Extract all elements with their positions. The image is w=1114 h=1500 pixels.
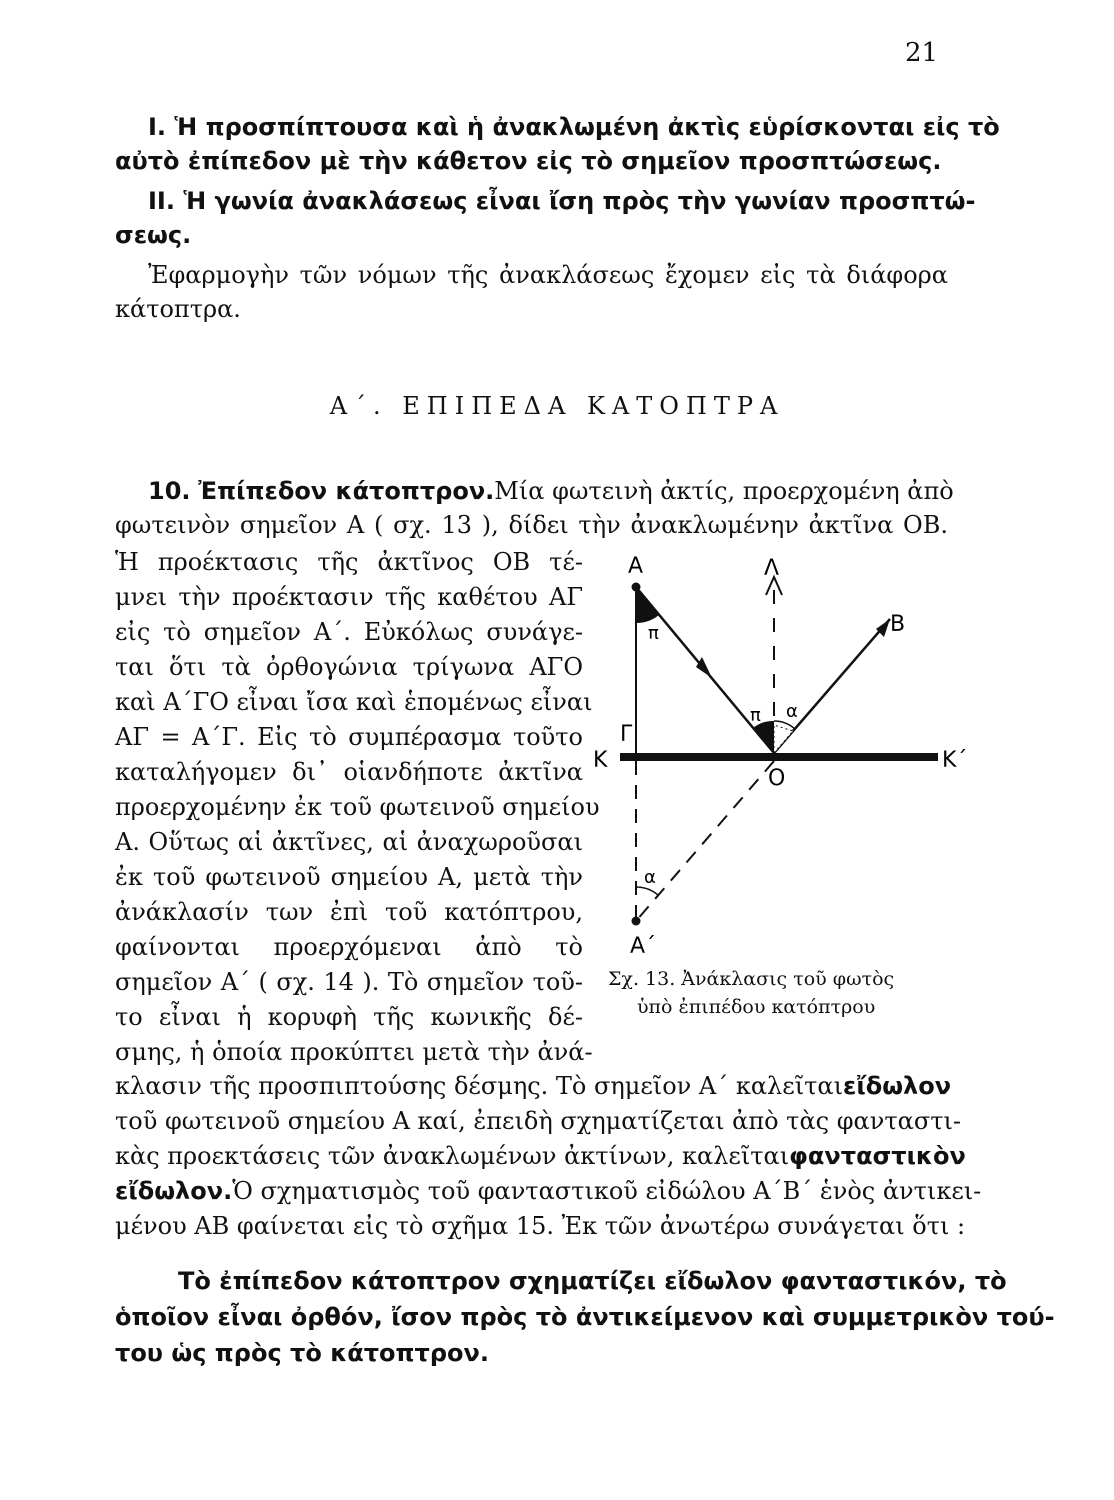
label-K-prime: Κ΄	[942, 748, 968, 773]
angle-alpha-A2-arc	[636, 887, 658, 895]
fantastik-line-text: κὰς προεκτάσεις τῶν ἀνακλωμένων ἀκτίνων, καλεῖται	[115, 1142, 790, 1170]
narrow-line: μνει τὴν προέκτασιν τῆς καθέτου ΑΓ	[115, 583, 583, 611]
narrow-line: Ἡ προέκτασις τῆς ἀκτῖνος ΟΒ τέ-	[115, 548, 583, 576]
para10-number: 10.	[148, 477, 191, 505]
para10-line-fantastik-2	[115, 1139, 966, 1173]
para10-line-2: φωτεινὸν σημεῖον Α ( σχ. 13 ), δίδει τὴν ἀνακλωμένην ἀκτῖνα ΟΒ.	[115, 511, 948, 539]
law-2-line-1: II. Ἡ γωνία ἀνακλάσεως εἶναι ἴση πρὸς τὴν γωνίαν προσπτώ-	[148, 187, 976, 215]
label-A-prime: Α΄	[630, 934, 657, 959]
label-K: Κ	[593, 748, 608, 773]
conclusion-line-3: του ὡς πρὸς τὸ κάτοπτρον.	[115, 1339, 489, 1367]
term-fantastikon: φανταστικὸν	[789, 1142, 966, 1170]
para10-title: Ἐπίπεδον κάτοπτρον.	[198, 477, 495, 505]
conclusion-line-1: Τὸ ἐπίπεδον κάτοπτρον σχηματίζει εἴδωλον φανταστικόν, τὸ	[178, 1267, 1007, 1295]
last-line-1-rest: Ὁ σχηματισμὸς τοῦ φανταστικοῦ εἰδώλου Α΄Β΄ ἑνὸς ἀντικει-	[232, 1177, 982, 1205]
narrow-line: καὶ Α΄ΓΟ εἶναι ἴσα καὶ ἑπομένως εἶναι	[115, 688, 593, 716]
term-eidolon: εἴδωλον	[843, 1072, 952, 1100]
figure-13-caption-line-2: ὑπὸ ἐπιπέδου κατόπτρου	[637, 996, 876, 1018]
figure-13-diagram	[590, 545, 970, 975]
virtual-ray-extension	[636, 761, 774, 921]
term-eidolon-2: εἴδωλον.	[115, 1177, 233, 1205]
para10-line-fantastik-1: τοῦ φωτεινοῦ σημείου Α καί, ἐπειδὴ σχηματίζεται ἀπὸ τὰς φανταστι-	[115, 1107, 961, 1135]
angle-pi-A-wedge	[636, 587, 659, 623]
application-line-2: κάτοπτρα.	[115, 295, 241, 323]
label-B: Β	[890, 612, 906, 637]
narrow-line: ΑΓ = Α΄Γ. Εἰς τὸ συμπέρασμα τοῦτο	[115, 723, 583, 751]
narrow-line: το εἶναι ἡ κορυφὴ τῆς κωνικῆς δέ-	[115, 1003, 583, 1031]
law-1-line-2: αὐτὸ ἐπίπεδον μὲ τὴν κάθετον εἰς τὸ σημεῖον προσπτώσεως.	[115, 147, 942, 175]
para10-line-1-rest: Μία φωτεινὴ ἀκτίς, προερχομένη ἀπὸ	[494, 477, 954, 505]
label-G: Γ	[620, 722, 633, 747]
label-alpha-O: α	[786, 701, 798, 722]
label-pi-A: π	[648, 623, 659, 644]
label-alpha-A-prime: α	[644, 867, 656, 888]
narrow-line: Α. Οὕτως αἱ ἀκτῖνες, αἱ ἀναχωροῦσαι	[115, 828, 583, 856]
law-2-line-2: σεως.	[115, 221, 192, 249]
eidolon-line-text: κλασιν τῆς προσπιπτούσης δέσμης. Τὸ σημεῖον Α΄ καλεῖται	[115, 1072, 843, 1100]
para10-line-last-1	[115, 1174, 982, 1208]
label-O: Ο	[768, 766, 786, 791]
narrow-line: σημεῖον Α΄ ( σχ. 14 ). Τὸ σημεῖον τοῦ-	[115, 968, 583, 996]
law-1-line-1: I. Ἡ προσπίπτουσα καὶ ἡ ἀνακλωμένη ἀκτὶς εὑρίσκονται εἰς τὸ	[148, 113, 1000, 141]
narrow-line: φαίνονται προερχόμεναι ἀπὸ τὸ	[115, 933, 583, 961]
page-number: 21	[905, 38, 939, 68]
para10-line-eidolon	[115, 1069, 952, 1103]
narrow-line: καταλήγομεν δι᾽ οἱανδήποτε ἀκτῖνα	[115, 758, 583, 786]
label-A: Α	[628, 554, 644, 579]
para10-line-1	[148, 474, 954, 508]
point-A	[632, 583, 641, 592]
para10-line-last-2: μένου ΑΒ φαίνεται εἰς τὸ σχῆμα 15. Ἐκ τῶν ἀνωτέρω συνάγεται ὅτι :	[115, 1212, 966, 1240]
narrow-line: προερχομένην ἐκ τοῦ φωτεινοῦ σημείου	[115, 793, 600, 821]
section-heading: Α΄. ΕΠΙΠΕΔΑ ΚΑΤΟΠΤΡΑ	[329, 392, 785, 420]
narrow-line: ἐκ τοῦ φωτεινοῦ σημείου Α, μετὰ τὴν	[115, 863, 583, 891]
figure-13-caption-line-1: Σχ. 13. Ἀνάκλασις τοῦ φωτὸς	[608, 968, 895, 990]
label-normal: Λ	[764, 556, 780, 581]
narrow-line: ται ὅτι τὰ ὀρθογώνια τρίγωνα ΑΓΟ	[115, 653, 583, 681]
narrow-line: σμης, ἡ ὁποία προκύπτει μετὰ τὴν ἀνά-	[115, 1038, 593, 1066]
point-A-prime	[632, 917, 641, 926]
conclusion-line-2: ὁποῖον εἶναι ὀρθόν, ἴσον πρὸς τὸ ἀντικείμενον καὶ συμμετρικὸν τού-	[115, 1303, 1055, 1331]
angle-alpha-O-fill	[774, 725, 793, 753]
application-line-1: Ἐφαρμογὴν τῶν νόμων τῆς ἀνακλάσεως ἔχομεν εἰς τὰ διάφορα	[148, 261, 948, 289]
narrow-line: εἰς τὸ σημεῖον Α΄. Εὐκόλως συνάγε-	[115, 618, 583, 646]
narrow-line: ἀνάκλασίν των ἐπὶ τοῦ κατόπτρου,	[115, 898, 583, 926]
label-pi-O: π	[750, 705, 761, 726]
